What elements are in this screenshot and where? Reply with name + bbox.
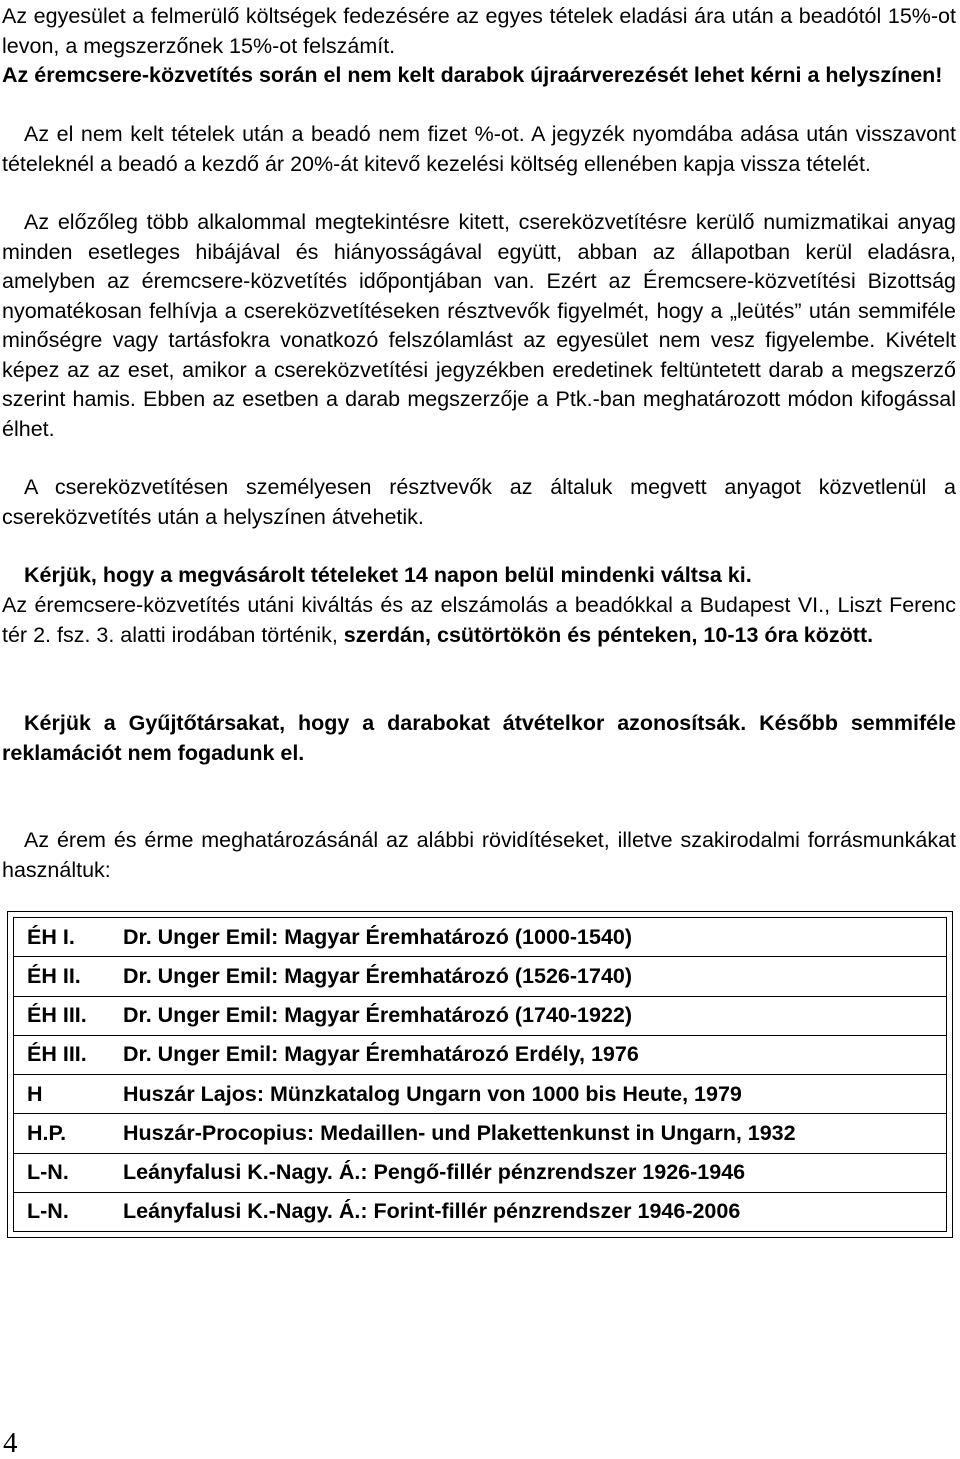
- page-number: 4: [3, 1427, 18, 1459]
- references-table: [13, 917, 947, 1232]
- reference-title: Dr. Unger Emil: Magyar Éremhatározó (1000-1540): [115, 918, 947, 957]
- reference-abbreviation: L-N.: [14, 1153, 116, 1192]
- reference-abbreviation: ÉH III.: [14, 996, 116, 1035]
- reference-title: Dr. Unger Emil: Magyar Éremhatározó (1526-1740): [115, 957, 947, 996]
- reference-abbreviation: ÉH I.: [14, 918, 116, 957]
- office-hours-times: szerdán, csütörtökön és pénteken, 10-13 óra között.: [343, 622, 874, 647]
- reference-abbreviation: H: [14, 1075, 116, 1114]
- table-row: [14, 1035, 947, 1074]
- reference-title: Huszár Lajos: Münzkatalog Ungarn von 1000 bis Heute, 1979: [115, 1075, 947, 1114]
- table-row: [14, 1192, 947, 1231]
- reference-title: Leányfalusi K.-Nagy. Á.: Forint-fillér pénzrendszer 1946-2006: [115, 1192, 947, 1231]
- redeem-deadline-notice: Kérjük, hogy a megvásárolt tételeket 14 napon belül mindenki váltsa ki.: [24, 563, 752, 587]
- table-row: [14, 1114, 947, 1153]
- table-row: [14, 957, 947, 996]
- reference-title: Dr. Unger Emil: Magyar Éremhatározó Erdély, 1976: [115, 1035, 947, 1074]
- reference-abbreviation: ÉH III.: [14, 1035, 116, 1074]
- office-hours-paragraph: [2, 591, 956, 650]
- condition-disclaimer-paragraph: Az előzőleg több alkalommal megtekintésre kitett, csereközvetítésre kerülő numizmatikai anyag minden esetleges hibájával és hiányosságával együtt, abban az állapotban kerül eladásra, amelyben az éremcsere-közvetítés időpontjában van. Ezért az Éremcsere-közvetítési Bizottság nyomatékosan felhívja a csereközvetítéseken résztvevők figyelmét, hogy a „leütés” után semmiféle minőségre vagy tartásfokra vonatkozó felszólamlást az egyesület nem vesz figyelembe. Kivételt képez az az eset, amikor a csereközvetítési jegyzékben eredetinek feltüntetett darab a megszerző szerint hamis. Ebben az esetben a darab megszerzője a Ptk.-ban meghatározott módon kifogással élhet.: [2, 210, 956, 441]
- table-row: [14, 918, 947, 957]
- identification-notice: Kérjük a Gyűjtőtársakat, hogy a darabokat átvételkor azonosítsák. Később semmiféle reklamációt nem fogadunk el.: [2, 711, 956, 765]
- reference-abbreviation: H.P.: [14, 1114, 116, 1153]
- pickup-paragraph: A csereközvetítésen személyesen résztvevők az általuk megvett anyagot közvetlenül a csereközvetítés után a helyszínen átvehetik.: [2, 475, 956, 529]
- reauction-notice: Az éremcsere-közvetítés során el nem kelt darabok újraárverezését lehet kérni a helyszínen!: [2, 63, 943, 87]
- reference-abbreviation: ÉH II.: [14, 957, 116, 996]
- references-intro: Az érem és érme meghatározásánál az alábbi rövidítéseket, illetve szakirodalmi forrásmunkákat használtuk:: [2, 828, 956, 882]
- reference-title: Leányfalusi K.-Nagy. Á.: Pengő-fillér pénzrendszer 1926-1946: [115, 1153, 947, 1192]
- fee-paragraph: Az egyesület a felmerülő költségek fedezésére az egyes tételek eladási ára után a beadótól 15%-ot levon, a megszerzőnek 15%-ot felszámít.: [2, 4, 956, 58]
- reference-abbreviation: L-N.: [14, 1192, 116, 1231]
- table-row: [14, 1153, 947, 1192]
- references-table-frame: [7, 911, 953, 1238]
- table-row: [14, 1075, 947, 1114]
- unsold-items-paragraph: Az el nem kelt tételek után a beadó nem fizet %-ot. A jegyzék nyomdába adása után visszavont tételeknél a beadó a kezdő ár 20%-át kitevő kezelési költség ellenében kapja vissza tételét.: [2, 122, 956, 176]
- office-hours-text: Az éremcsere-közvetítés utáni kiváltás és az elszámolás a beadókkal a Budapest VI., Liszt Ferenc tér 2. fsz. 3. alatti irodában történik,: [2, 593, 956, 647]
- table-row: [14, 996, 947, 1035]
- reference-title: Dr. Unger Emil: Magyar Éremhatározó (1740-1922): [115, 996, 947, 1035]
- reference-title: Huszár-Procopius: Medaillen- und Plakettenkunst in Ungarn, 1932: [115, 1114, 947, 1153]
